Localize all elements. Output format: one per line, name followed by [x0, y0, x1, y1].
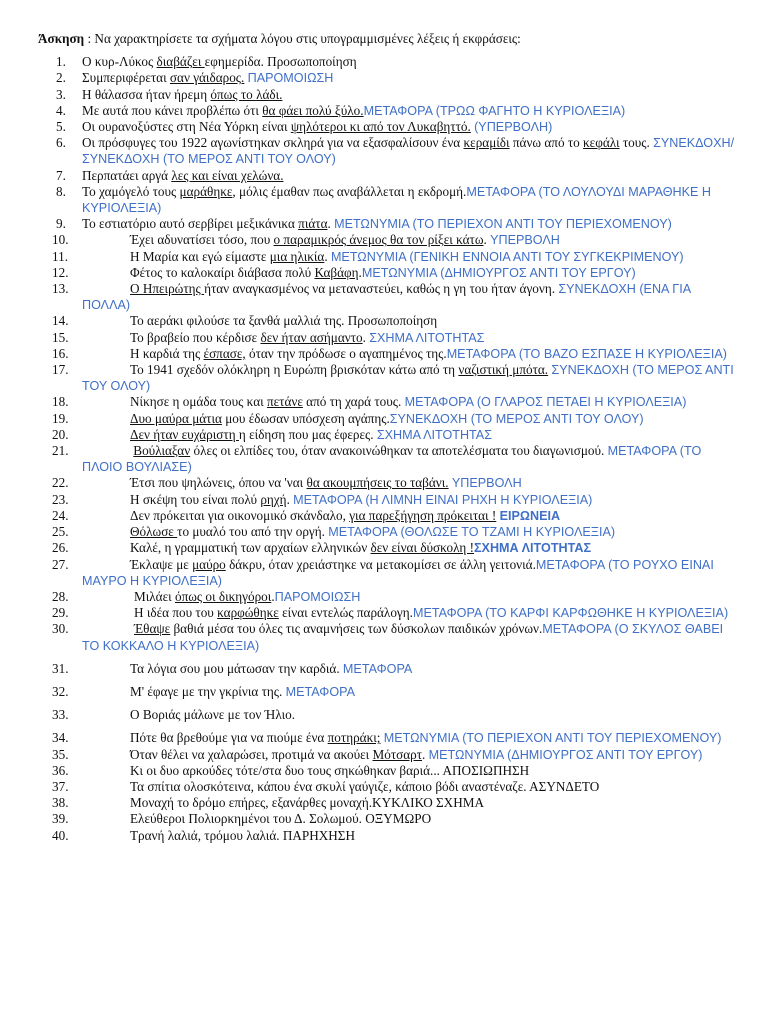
answer-label: ΣΥΝΕΚΔΟΧΗ (ΤΟ ΜΕΡΟΣ ΑΝΤΙ ΤΟΥ ΟΛΟΥ) — [82, 363, 734, 394]
exercise-item — [38, 475, 738, 491]
exercise-item — [38, 394, 738, 410]
underlined-phrase: πετάνε — [266, 394, 303, 410]
item-number: 3. — [56, 86, 66, 102]
answer-label: ΜΕΤΑΦΟΡΑ (Ο ΣΚΥΛΟΣ ΘΑΒΕΙ ΤΟ ΚΟΚΚΑΛΟ Η ΚΥΡΙΟΛΕΞΙΑ) — [82, 622, 724, 653]
exercise-item — [38, 119, 738, 135]
answer-label: ΥΠΕΡΒΟΛΗ — [451, 476, 522, 491]
item-number: 11. — [52, 248, 68, 264]
exercise-item — [38, 330, 738, 346]
item-number: 19. — [52, 410, 69, 426]
item-number: 8. — [56, 183, 66, 199]
item-number: 36. — [52, 762, 69, 778]
item-number: 28. — [52, 588, 69, 604]
exercise-item — [38, 795, 738, 811]
sentence-text: . — [286, 491, 294, 507]
exercise-item — [38, 70, 738, 86]
sentence-text: είναι εντελώς παράλογη. — [278, 605, 413, 621]
answer-label: ΜΕΤΑΦΟΡΑ (Η ΛΙΜΝΗ ΕΙΝΑΙ ΡΗΧΗ Η ΚΥΡΙΟΛΕΞΙΑ) — [293, 492, 593, 507]
item-number: 16. — [52, 345, 69, 361]
sentence-text: . — [324, 248, 331, 264]
exercise-item — [38, 168, 738, 184]
sentence-text: . — [483, 232, 491, 248]
answer-label: ΠΑΡΟΜΟΙΩΣΗ — [274, 589, 361, 604]
sentence-text: όλες οι ελπίδες του, όταν ανακοινώθηκαν τα αποτελέσματα του διαγωνισμού. — [190, 443, 608, 459]
exercise-item — [38, 747, 738, 763]
item-number: 26. — [52, 540, 69, 556]
sentence-text: εφημερίδα. Προσωποποίηση — [204, 54, 357, 70]
sentence-text: μου έδωσαν υπόσχεση αγάπης. — [221, 410, 390, 426]
exercise-item — [38, 730, 738, 746]
underlined-phrase: πιάτα — [298, 216, 328, 232]
underlined-phrase: σαν γάιδαρος. — [169, 70, 245, 86]
exercise-item — [38, 621, 738, 653]
item-number: 5. — [56, 119, 66, 135]
underlined-phrase: Δυο μαύρα μάτια — [130, 410, 222, 426]
item-number: 6. — [56, 135, 66, 151]
underlined-phrase: Καβάφη — [314, 264, 359, 280]
underlined-phrase: έσπασε, — [203, 345, 246, 361]
answer-label: ΕΙΡΩΝΕΙΑ — [499, 508, 561, 523]
sentence-text: το μυαλό του από την οργή. — [177, 524, 329, 540]
exercise-item — [38, 811, 738, 827]
exercise-item — [38, 443, 738, 475]
item-number: 32. — [52, 683, 69, 699]
sentence-text: Κι οι δυο αρκούδες τότε/στα δυο τους σηκώθηκαν βαριά... ΑΠΟΣΙΩΠΗΣΗ — [130, 762, 530, 778]
exercise-item — [38, 763, 738, 779]
answer-label: ΜΕΤΩΝΥΜΙΑ (ΔΗΜΙΟΥΡΓΟΣ ΑΝΤΙ ΤΟΥ ΕΡΓΟΥ) — [428, 747, 703, 762]
exercise-item — [38, 540, 738, 556]
exercise-item — [38, 249, 738, 265]
answer-label: ΜΕΤΑΦΟΡΑ (ΤΟ ΒΑΖΟ ΕΣΠΑΣΕ Η ΚΥΡΙΟΛΕΞΙΑ) — [446, 346, 727, 361]
exercise-item — [38, 103, 738, 119]
sentence-text: δάκρυ, όταν χρειάστηκε να μετακομίσει σε άλλη γειτονιά. — [225, 556, 536, 572]
exercise-item — [38, 265, 738, 281]
sentence-text: . — [362, 329, 370, 345]
sentence-text: Τα λόγια σου μου μάτωσαν την καρδιά. — [130, 660, 343, 676]
item-number: 20. — [52, 426, 69, 442]
answer-label: ΜΕΤΩΝΥΜΙΑ (ΤΟ ΠΕΡΙΕΧΟΝ ΑΝΤΙ ΤΟΥ ΠΕΡΙΕΧΟΜΕΝΟΥ) — [383, 731, 722, 746]
sentence-text: , μόλις έμαθαν πως αναβάλλεται η εκδρομή. — [232, 183, 467, 199]
item-number: 2. — [56, 70, 66, 86]
sentence-text: Η θάλασσα ήταν ήρεμη — [82, 86, 211, 102]
underlined-phrase: ποτηράκι; — [327, 730, 381, 746]
underlined-phrase: ναζιστική μπότα. — [458, 362, 549, 378]
answer-label: ΜΕΤΑΦΟΡΑ (ΤΡΩΩ ΦΑΓΗΤΟ Η ΚΥΡΙΟΛΕΞΙΑ) — [363, 103, 626, 118]
sentence-text: Το βραβείο που κέρδισε — [130, 329, 261, 345]
sentence-text: Καλέ, η γραμματική των αρχαίων ελληνικών — [130, 540, 371, 556]
exercise-item — [38, 661, 738, 677]
exercise-item — [38, 346, 738, 362]
item-number: 39. — [52, 811, 69, 827]
sentence-text: . — [422, 746, 429, 762]
sentence-text: Η καρδιά της — [130, 345, 204, 361]
underlined-phrase: δεν ήταν ασήμαντο — [260, 329, 363, 345]
underlined-phrase: Μότσαρτ — [372, 746, 423, 762]
sentence-text: Το εστιατόριο αυτό σερβίρει μεξικάνικα — [82, 216, 299, 232]
exercise-item — [38, 313, 738, 329]
item-number: 15. — [52, 329, 69, 345]
item-number: 35. — [52, 746, 69, 762]
exercise-list — [38, 54, 738, 844]
answer-label: ΜΕΤΑΦΟΡΑ (ΤΟ ΡΟΥΧΟ ΕΙΝΑΙ ΜΑΥΡΟ Η ΚΥΡΙΟΛΕΞΙΑ) — [82, 557, 714, 588]
answer-label: ΜΕΤΑΦΟΡΑ — [342, 661, 413, 676]
answer-label: ΣΥΝΕΚΔΟΧΗ/ΣΥΝΕΚΔΟΧΗ (ΤΟ ΜΕΡΟΣ ΑΝΤΙ ΤΟΥ ΟΛΟΥ) — [82, 136, 735, 167]
sentence-text: Τρανή λαλιά, τρόμου λαλιά. ΠΑΡΗΧΗΣΗ — [130, 827, 355, 843]
sentence-text: Τα σπίτια ολοσκότεινα, κάπου ένα σκυλί γαύγιζε, κάποιο βόδι αναστέναζε. ΑΣΥΝΔΕΤΟ — [130, 778, 600, 794]
underlined-phrase: κεραμίδι — [463, 135, 510, 151]
item-number: 14. — [52, 313, 69, 329]
sentence-text: . — [327, 216, 335, 232]
item-number: 29. — [52, 605, 69, 621]
answer-label: ΣΧΗΜΑ ΛΙΤΟΤΗΤΑΣ — [376, 427, 492, 442]
item-number: 37. — [52, 778, 69, 794]
underlined-phrase: κεφάλι — [583, 135, 620, 151]
answer-label: ΜΕΤΑΦΟΡΑ (Ο ΓΛΑΡΟΣ ΠΕΤΑΕΙ Η ΚΥΡΙΟΛΕΞΙΑ) — [404, 395, 687, 410]
sentence-text: από τη χαρά τους. — [302, 394, 405, 410]
sentence-text: πάνω από το — [509, 135, 584, 151]
sentence-text: Οι ουρανοξύστες στη Νέα Υόρκη είναι — [82, 119, 291, 135]
exercise-item — [38, 779, 738, 795]
sentence-text: Ελεύθεροι Πολιορκημένοι του Δ. Σολωμού. ΟΞΥΜΩΡΟ — [130, 811, 432, 827]
answer-label: ΜΕΤΩΝΥΜΙΑ (ΔΗΜΙΟΥΡΓΟΣ ΑΝΤΙ ΤΟΥ ΕΡΓΟΥ) — [361, 265, 636, 280]
exercise-item — [38, 362, 738, 394]
sentence-text: Φέτος το καλοκαίρι διάβασα πολύ — [130, 264, 315, 280]
answer-label: ΜΕΤΑΦΟΡΑ (ΤΟ ΠΛΟΙΟ ΒΟΥΛΙΑΣΕ) — [82, 444, 702, 475]
sentence-text: Με αυτά που κάνει προβλέπω ότι — [82, 102, 263, 118]
answer-label: ΜΕΤΑΦΟΡΑ (ΘΟΛΩΣΕ ΤΟ ΤΖΑΜΙ Η ΚΥΡΙΟΛΕΞΙΑ) — [328, 525, 616, 540]
underlined-phrase: μαύρο — [192, 556, 226, 572]
underlined-phrase: για παρεξήγηση πρόκειται ! — [349, 507, 497, 523]
sentence-text: Το χαμόγελό τους — [82, 183, 180, 199]
answer-label: ΜΕΤΩΝΥΜΙΑ (ΓΕΝΙΚΗ ΕΝΝΟΙΑ ΑΝΤΙ ΤΟΥ ΣΥΓΚΕΚΡΙΜΕΝΟΥ) — [330, 249, 684, 264]
answer-label: ΣΥΝΕΚΔΟΧΗ (ΤΟ ΜΕΡΟΣ ΑΝΤΙ ΤΟΥ ΟΛΟΥ) — [389, 411, 644, 426]
item-number: 30. — [52, 621, 69, 637]
item-number: 27. — [52, 556, 69, 572]
exercise-item — [38, 828, 738, 844]
underlined-phrase: Ο Ηπειρώτης — [130, 281, 205, 297]
sentence-text: Η σκέψη του είναι πολύ — [130, 491, 261, 507]
underlined-phrase: όπως οι δικηγόροι — [174, 588, 272, 604]
exercise-item — [38, 605, 738, 621]
sentence-text: Περπατάει αργά — [82, 167, 172, 183]
sentence-text: Συμπεριφέρεται — [82, 70, 170, 86]
answer-label: ΣΧΗΜΑ ΛΙΤΟΤΗΤΑΣ — [369, 330, 485, 345]
exercise-item — [38, 684, 738, 700]
sentence-text: Πότε θα βρεθούμε για να πιούμε ένα — [130, 730, 328, 746]
item-number: 17. — [52, 362, 69, 378]
item-number: 33. — [52, 707, 69, 723]
underlined-phrase: δεν είναι δύσκολη ! — [370, 540, 474, 556]
answer-label: ΜΕΤΑΦΟΡΑ (ΤΟ ΚΑΡΦΙ ΚΑΡΦΩΘΗΚΕ Η ΚΥΡΙΟΛΕΞΙΑ) — [412, 606, 729, 621]
sentence-text: . — [358, 264, 362, 280]
sentence-text: ήταν αναγκασμένος να μεταναστεύει, καθώς η γη του ήταν άγονη. — [204, 281, 559, 297]
answer-label: ΣΥΝΕΚΔΟΧΗ (ΕΝΑ ΓΙΑ ΠΟΛΛΑ) — [82, 282, 691, 313]
sentence-text: Έτσι που ψηλώνεις, όπου να 'ναι — [130, 475, 307, 491]
sentence-text: Μιλάει — [134, 588, 175, 604]
heading-instruction: : Να χαρακτηρίσετε τα σχήματα λόγου στις υπογραμμισμένες λέξεις ή εκφράσεις: — [84, 31, 521, 46]
item-number: 31. — [52, 660, 69, 676]
sentence-text: Έχει αδυνατίσει τόσο, που — [130, 232, 274, 248]
answer-label: ΠΑΡΟΜΟΙΩΣΗ — [247, 71, 334, 86]
exercise-item — [38, 589, 738, 605]
sentence-text: Έκλαψε με — [130, 556, 193, 572]
sentence-text: Μ' έφαγε με την γκρίνια της. — [130, 683, 286, 699]
sentence-text: βαθιά μέσα του όλες τις αναμνήσεις των δύσκολων παιδικών χρόνων. — [170, 621, 543, 637]
item-number: 21. — [52, 443, 69, 459]
exercise-item — [38, 427, 738, 443]
answer-label: ΥΠΕΡΒΟΛΗ — [490, 233, 560, 248]
underlined-phrase: θα ακουμπήσεις το ταβάνι. — [306, 475, 449, 491]
sentence-text: όταν την πρόδωσε ο αγαπημένος της. — [245, 345, 447, 361]
sentence-text: Νίκησε η ομάδα τους και — [130, 394, 267, 410]
exercise-item — [38, 557, 738, 589]
underlined-phrase: μαράθηκε — [179, 183, 233, 199]
underlined-phrase: λες και είναι χελώνα. — [171, 167, 284, 183]
exercise-item — [38, 508, 738, 524]
sentence-text: Το 1941 σχεδόν ολόκληρη η Ευρώπη βρισκόταν κάτω από τη — [130, 362, 459, 378]
underlined-phrase: ρηχή — [260, 491, 287, 507]
sentence-text: Οι πρόσφυγες του 1922 αγωνίστηκαν σκληρά για να εξασφαλίσουν ένα — [82, 135, 464, 151]
answer-label: ΜΕΤΩΝΥΜΙΑ (ΤΟ ΠΕΡΙΕΧΟΝ ΑΝΤΙ ΤΟΥ ΠΕΡΙΕΧΟΜΕΝΟΥ) — [334, 217, 672, 232]
underlined-phrase: διαβάζει — [156, 54, 205, 70]
exercise-item — [38, 135, 738, 167]
answer-label: ΣΧΗΜΑ ΛΙΤΟΤΗΤΑΣ — [473, 541, 592, 556]
sentence-text: Δεν πρόκειται για οικονομικό σκάνδαλο, — [130, 507, 350, 523]
sentence-text: Η ιδέα που του — [134, 605, 218, 621]
item-number: 18. — [52, 394, 69, 410]
sentence-text: Ο κυρ-Λύκος — [82, 54, 157, 70]
sentence-text: η είδηση που μας έφερες. — [238, 426, 377, 442]
underlined-phrase: Θόλωσε — [130, 524, 178, 540]
sentence-text: Όταν θέλει να χαλαρώσει, προτιμά να ακούει — [130, 746, 373, 762]
sentence-text: . — [271, 588, 275, 604]
exercise-item — [38, 87, 738, 103]
sentence-text: Το αεράκι φιλούσε τα ξανθά μαλλιά της. Προσωποποίηση — [130, 313, 438, 329]
item-number: 23. — [52, 491, 69, 507]
answer-label: ΜΕΤΑΦΟΡΑ — [285, 684, 355, 699]
item-number: 9. — [56, 216, 66, 232]
item-number: 34. — [52, 730, 69, 746]
item-number: 7. — [56, 167, 66, 183]
exercise-item — [38, 524, 738, 540]
item-number: 4. — [56, 102, 66, 118]
item-number: 40. — [52, 827, 69, 843]
underlined-phrase: θα φάει πολύ ξύλο. — [262, 102, 364, 118]
sentence-text: τους. — [619, 135, 654, 151]
exercise-item — [38, 54, 738, 70]
answer-label: ΜΕΤΑΦΟΡΑ (ΤΟ ΛΟΥΛΟΥΔΙ ΜΑΡΑΘΗΚΕ Η ΚΥΡΙΟΛΕΞΙΑ) — [82, 184, 712, 216]
item-number: 22. — [52, 475, 69, 491]
exercise-item — [38, 411, 738, 427]
heading-label: Άσκηση — [38, 31, 85, 46]
exercise-item — [38, 281, 738, 313]
sentence-text: Μοναχή το δρόμο επήρες, εξανάρθες μοναχή.ΚΥΚΛΙΚΟ ΣΧΗΜΑ — [130, 795, 484, 811]
item-number: 13. — [52, 281, 69, 297]
underlined-phrase: Δεν ήταν ευχάριστη — [130, 426, 239, 442]
item-number: 24. — [52, 507, 69, 523]
underlined-phrase: ψηλότεροι κι από τον Λυκαβηττό. — [290, 119, 471, 135]
underlined-phrase: όπως το λάδι. — [210, 86, 283, 102]
underlined-phrase: ο παραμικρός άνεμος θα τον ρίξει κάτω — [273, 232, 484, 248]
item-number: 12. — [52, 264, 69, 280]
exercise-item — [38, 707, 738, 723]
underlined-phrase: Βούλιαξαν — [133, 443, 191, 459]
underlined-phrase: Έθαψε — [134, 621, 171, 637]
item-number: 10. — [52, 232, 69, 248]
exercise-item — [38, 492, 738, 508]
exercise-item — [38, 184, 738, 216]
answer-label: (ΥΠΕΡΒΟΛΗ) — [474, 120, 553, 135]
sentence-text: Η Μαρία και εγώ είμαστε — [130, 248, 270, 264]
exercise-item — [38, 232, 738, 248]
underlined-phrase: καρφώθηκε — [217, 605, 279, 621]
item-number: 25. — [52, 524, 69, 540]
item-number: 1. — [56, 54, 66, 70]
exercise-heading — [38, 31, 738, 47]
item-number: 38. — [52, 795, 69, 811]
underlined-phrase: μια ηλικία — [269, 248, 325, 264]
sentence-text: Ο Βοριάς μάλωνε με τον Ήλιο. — [130, 707, 296, 723]
exercise-item — [38, 216, 738, 232]
